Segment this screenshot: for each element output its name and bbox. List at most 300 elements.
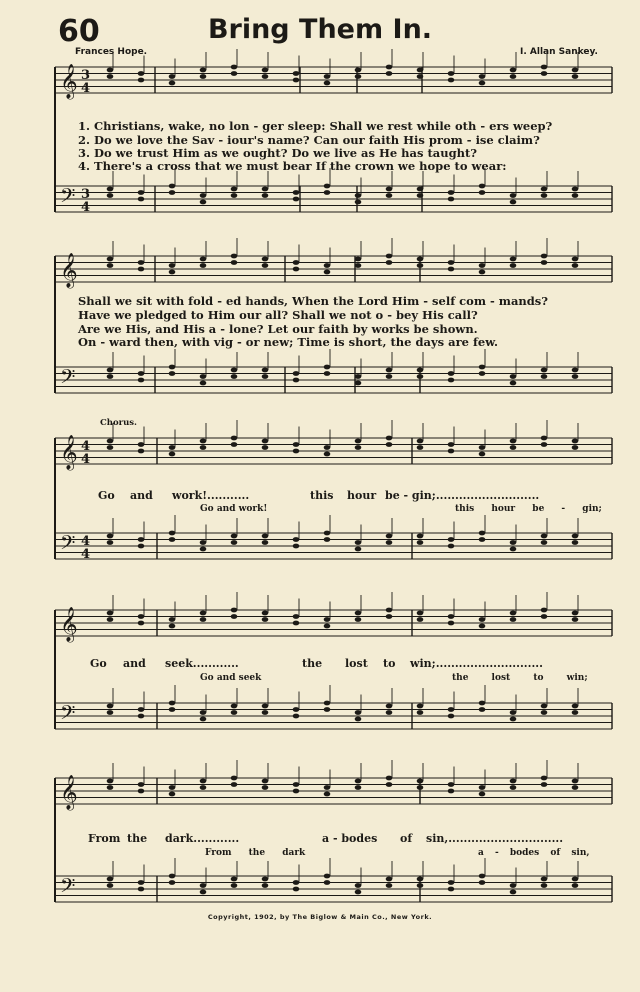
note-head [107, 439, 114, 444]
note-head [355, 890, 362, 895]
chorus-2-echo: the lost to win; [452, 673, 588, 683]
verse-3-line-2: Are we His, and His a - lone? Let our faith by works be shown. [78, 322, 478, 336]
chorus-3-word: the [127, 832, 148, 845]
note-head [107, 617, 114, 622]
note-head [479, 874, 486, 879]
note-head [541, 71, 548, 76]
chorus-1-word: hour [347, 489, 377, 502]
chorus-2-word: seek............ [165, 657, 239, 670]
note-head [448, 449, 455, 454]
note-head [355, 68, 362, 73]
bass-clef-icon: 𝄢 [60, 531, 76, 559]
note-head [262, 368, 269, 373]
note-head [479, 190, 486, 195]
note-head [417, 611, 424, 616]
note-head [355, 779, 362, 784]
time-signature: 4 [81, 534, 91, 549]
note-head [169, 874, 176, 879]
note-head [572, 257, 579, 262]
note-head [541, 193, 548, 198]
note-head [324, 624, 331, 629]
note-head [510, 540, 517, 545]
note-head [138, 880, 145, 885]
note-head [448, 197, 455, 202]
note-head [386, 65, 393, 70]
note-head [324, 707, 331, 712]
chorus-1-word: and [130, 489, 153, 502]
time-signature: 3 [81, 68, 91, 83]
note-head [417, 368, 424, 373]
note-head [200, 257, 207, 262]
note-head [448, 537, 455, 542]
note-head [324, 537, 331, 542]
note-head [417, 263, 424, 268]
note-head [417, 710, 424, 715]
note-head [355, 193, 362, 198]
note-head [138, 197, 145, 202]
note-head [138, 378, 145, 383]
note-head [572, 263, 579, 268]
copyright-notice: Copyright, 1902, by The Biglow & Main Co., New York. [207, 913, 433, 921]
note-head [572, 785, 579, 790]
note-head [510, 710, 517, 715]
note-head [355, 785, 362, 790]
note-head [293, 544, 300, 549]
note-head [107, 74, 114, 79]
time-signature: 4 [81, 547, 91, 562]
note-head [386, 442, 393, 447]
note-head [541, 260, 548, 265]
note-head [293, 378, 300, 383]
note-head [417, 257, 424, 262]
note-head [293, 537, 300, 542]
note-head [479, 707, 486, 712]
note-head [324, 880, 331, 885]
note-head [262, 439, 269, 444]
note-head [541, 710, 548, 715]
note-head [200, 445, 207, 450]
note-head [107, 877, 114, 882]
note-head [417, 540, 424, 545]
note-head [169, 617, 176, 622]
time-signature: 3 [81, 187, 91, 202]
note-head [572, 187, 579, 192]
note-head [386, 260, 393, 265]
note-head [231, 883, 238, 888]
note-head [107, 68, 114, 73]
note-head [200, 779, 207, 784]
note-head [417, 193, 424, 198]
note-head [169, 624, 176, 629]
note-head [386, 374, 393, 379]
note-head [417, 704, 424, 709]
note-head [479, 531, 486, 536]
note-head [107, 785, 114, 790]
note-head [200, 381, 207, 386]
note-head [386, 782, 393, 787]
chorus-label: Chorus. [100, 418, 138, 428]
note-head [293, 197, 300, 202]
note-head [324, 785, 331, 790]
note-head [231, 776, 238, 781]
note-head [324, 701, 331, 706]
note-head [107, 374, 114, 379]
note-head [231, 254, 238, 259]
chorus-3-echo: From the dark [205, 848, 306, 858]
note-head [324, 792, 331, 797]
note-head [448, 614, 455, 619]
treble-clef-icon: 𝄞 [60, 775, 78, 810]
note-head [386, 614, 393, 619]
note-head [262, 68, 269, 73]
treble-clef-icon: 𝄞 [60, 435, 78, 470]
note-head [200, 785, 207, 790]
note-head [479, 617, 486, 622]
note-head [324, 74, 331, 79]
note-head [293, 880, 300, 885]
note-head [510, 883, 517, 888]
note-head [386, 534, 393, 539]
note-head [417, 445, 424, 450]
note-head [107, 540, 114, 545]
note-head [138, 614, 145, 619]
note-head [169, 452, 176, 457]
note-head [355, 540, 362, 545]
note-head [448, 714, 455, 719]
note-head [417, 883, 424, 888]
note-head [107, 534, 114, 539]
note-head [386, 883, 393, 888]
note-head [572, 534, 579, 539]
note-head [479, 445, 486, 450]
note-head [386, 436, 393, 441]
note-head [324, 531, 331, 536]
chorus-1-echo: this hour be - gin; [455, 504, 602, 514]
time-signature: 4 [81, 81, 91, 96]
verse-4-line-2: On - ward then, with vig - or new; Time is short, the days are few. [78, 335, 498, 349]
note-head [293, 614, 300, 619]
note-head [448, 880, 455, 885]
chorus-3-word: a - bodes [322, 832, 378, 845]
note-head [169, 531, 176, 536]
note-head [231, 193, 238, 198]
note-head [355, 263, 362, 268]
note-head [138, 71, 145, 76]
note-head [386, 71, 393, 76]
note-head [138, 190, 145, 195]
note-head [572, 611, 579, 616]
chorus-2-word: the [302, 657, 323, 670]
treble-clef-icon: 𝄞 [60, 253, 78, 288]
note-head [324, 371, 331, 376]
note-head [355, 200, 362, 205]
chorus-1-word: be - gin;........................... [385, 489, 540, 502]
note-head [107, 704, 114, 709]
note-head [200, 710, 207, 715]
note-head [479, 880, 486, 885]
note-head [541, 540, 548, 545]
words-credit: Frances Hope. [75, 47, 148, 57]
note-head [572, 883, 579, 888]
note-head [262, 534, 269, 539]
note-head [200, 68, 207, 73]
note-head [262, 187, 269, 192]
note-head [324, 452, 331, 457]
bass-clef-icon: 𝄢 [60, 184, 76, 212]
hymn-number: 60 [58, 14, 100, 49]
verse-3-line-1: 3. Do we trust Him as we ought? Do we live as He has taught? [78, 146, 478, 160]
note-head [293, 714, 300, 719]
note-head [324, 190, 331, 195]
note-head [262, 193, 269, 198]
note-head [417, 187, 424, 192]
note-head [386, 776, 393, 781]
note-head [262, 877, 269, 882]
note-head [169, 365, 176, 370]
note-head [541, 374, 548, 379]
note-head [231, 368, 238, 373]
note-head [262, 785, 269, 790]
note-head [510, 374, 517, 379]
note-head [293, 789, 300, 794]
note-head [200, 890, 207, 895]
note-head [293, 71, 300, 76]
note-head [138, 371, 145, 376]
note-head [293, 707, 300, 712]
note-head [138, 537, 145, 542]
note-head [231, 436, 238, 441]
note-head [324, 617, 331, 622]
note-head [138, 707, 145, 712]
note-head [231, 608, 238, 613]
note-head [169, 707, 176, 712]
note-head [479, 537, 486, 542]
note-head [169, 880, 176, 885]
note-head [479, 263, 486, 268]
chorus-3-word: dark............ [165, 832, 240, 845]
chorus-2-word: Go [90, 657, 107, 670]
chorus-1-word: Go [98, 489, 115, 502]
note-head [262, 374, 269, 379]
chorus-2-word: to [383, 657, 396, 670]
note-head [324, 874, 331, 879]
note-head [510, 547, 517, 552]
note-head [541, 614, 548, 619]
verse-2-line-1: 2. Do we love the Sav - iour's name? Can our faith His prom - ise claim? [78, 133, 540, 147]
note-head [262, 540, 269, 545]
note-head [541, 442, 548, 447]
note-head [138, 782, 145, 787]
chorus-3-word: sin,.............................. [426, 832, 564, 845]
note-head [138, 621, 145, 626]
time-signature: 4 [81, 200, 91, 215]
note-head [386, 704, 393, 709]
note-head [448, 71, 455, 76]
note-head [541, 65, 548, 70]
note-head [200, 883, 207, 888]
treble-clef-icon: 𝄞 [60, 64, 78, 99]
note-head [448, 442, 455, 447]
note-head [572, 74, 579, 79]
note-head [572, 193, 579, 198]
note-head [262, 704, 269, 709]
note-head [386, 877, 393, 882]
note-head [417, 68, 424, 73]
note-head [107, 263, 114, 268]
chorus-1-echo: Go and work! [200, 504, 268, 514]
note-head [138, 714, 145, 719]
note-head [510, 617, 517, 622]
chorus-2-word: lost [345, 657, 368, 670]
note-head [479, 785, 486, 790]
note-head [107, 710, 114, 715]
note-head [386, 608, 393, 613]
note-head [479, 371, 486, 376]
note-head [293, 449, 300, 454]
note-head [107, 779, 114, 784]
note-head [572, 374, 579, 379]
note-head [572, 445, 579, 450]
note-head [355, 74, 362, 79]
note-head [448, 267, 455, 272]
note-head [541, 704, 548, 709]
note-head [107, 368, 114, 373]
note-head [262, 263, 269, 268]
note-head [138, 544, 145, 549]
treble-clef-icon: 𝄞 [60, 607, 78, 642]
note-head [479, 701, 486, 706]
note-head [355, 547, 362, 552]
verse-4-line-1: 4. There's a cross that we must bear If the crown we hope to wear: [78, 159, 507, 173]
note-head [386, 254, 393, 259]
note-head [262, 710, 269, 715]
note-head [541, 782, 548, 787]
note-head [572, 617, 579, 622]
note-head [355, 381, 362, 386]
note-head [448, 789, 455, 794]
note-head [293, 267, 300, 272]
note-head [417, 779, 424, 784]
note-head [355, 374, 362, 379]
note-head [386, 368, 393, 373]
note-head [169, 445, 176, 450]
note-head [138, 260, 145, 265]
note-head [479, 184, 486, 189]
music-credit: I. Allan Sankey. [520, 47, 598, 57]
note-head [107, 883, 114, 888]
note-head [200, 439, 207, 444]
note-head [231, 614, 238, 619]
chorus-1-word: work!........... [172, 489, 250, 502]
note-head [417, 439, 424, 444]
note-head [510, 445, 517, 450]
note-head [231, 534, 238, 539]
note-head [107, 187, 114, 192]
note-head [231, 710, 238, 715]
note-head [448, 378, 455, 383]
note-head [479, 74, 486, 79]
note-head [448, 78, 455, 83]
time-signature: 4 [81, 439, 91, 454]
hymn-title: Bring Them In. [207, 14, 433, 45]
bass-clef-icon: 𝄢 [60, 874, 76, 902]
note-head [479, 270, 486, 275]
note-head [541, 436, 548, 441]
note-head [417, 785, 424, 790]
note-head [231, 71, 238, 76]
verse-1-line-1: 1. Christians, wake, no lon - ger sleep: Shall we rest while oth - ers weep? [78, 119, 553, 133]
note-head [107, 611, 114, 616]
note-head [200, 617, 207, 622]
note-head [293, 442, 300, 447]
note-head [572, 779, 579, 784]
note-head [262, 779, 269, 784]
note-head [138, 78, 145, 83]
note-head [572, 68, 579, 73]
note-head [293, 621, 300, 626]
note-head [138, 887, 145, 892]
note-head [200, 374, 207, 379]
note-head [169, 270, 176, 275]
note-head [169, 701, 176, 706]
note-head [138, 442, 145, 447]
note-head [448, 782, 455, 787]
note-head [262, 611, 269, 616]
note-head [510, 890, 517, 895]
note-head [107, 445, 114, 450]
note-head [293, 371, 300, 376]
note-head [572, 540, 579, 545]
note-head [479, 452, 486, 457]
note-head [324, 365, 331, 370]
note-head [200, 193, 207, 198]
note-head [169, 74, 176, 79]
note-head [510, 381, 517, 386]
note-head [479, 624, 486, 629]
verse-1-line-2: Shall we sit with fold - ed hands, When the Lord Him - self com - mands? [78, 294, 549, 308]
note-head [417, 877, 424, 882]
note-head [293, 78, 300, 83]
note-head [417, 74, 424, 79]
bass-clef-icon: 𝄢 [60, 701, 76, 729]
note-head [324, 445, 331, 450]
note-head [355, 257, 362, 262]
note-head [138, 449, 145, 454]
note-head [479, 365, 486, 370]
note-head [417, 374, 424, 379]
note-head [510, 68, 517, 73]
note-head [200, 74, 207, 79]
chorus-2-echo: Go and seek [200, 673, 262, 683]
note-head [231, 782, 238, 787]
note-head [262, 617, 269, 622]
note-head [262, 445, 269, 450]
note-head [169, 785, 176, 790]
note-head [510, 74, 517, 79]
note-head [355, 611, 362, 616]
note-head [448, 190, 455, 195]
note-head [355, 717, 362, 722]
note-head [169, 537, 176, 542]
note-head [355, 617, 362, 622]
note-head [541, 877, 548, 882]
note-head [510, 611, 517, 616]
note-head [448, 260, 455, 265]
note-head [572, 704, 579, 709]
chorus-3-word: From [88, 832, 121, 845]
note-head [448, 621, 455, 626]
note-head [541, 776, 548, 781]
